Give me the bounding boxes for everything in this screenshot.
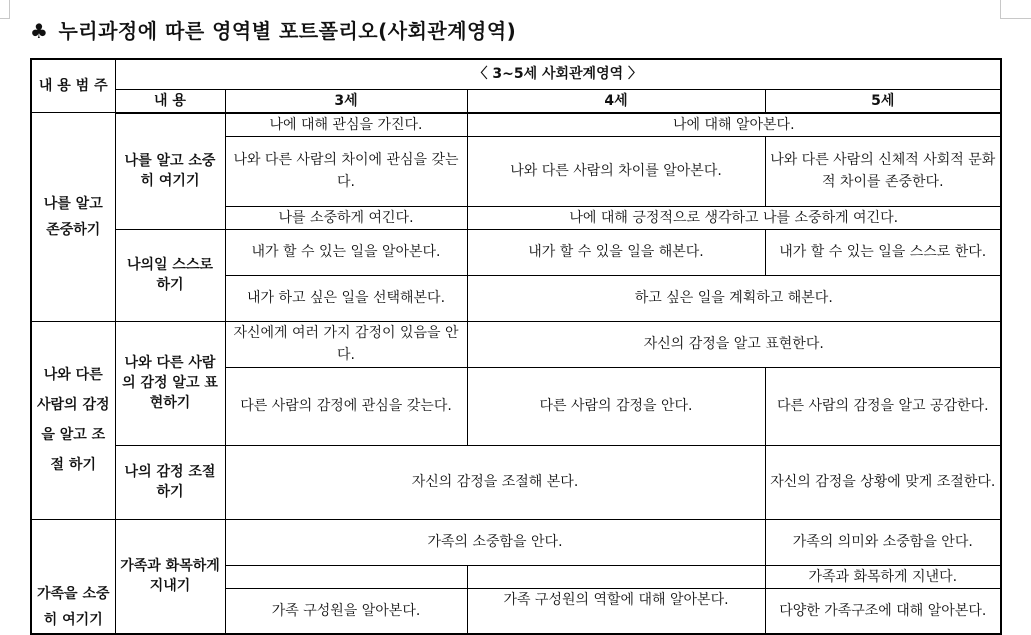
subcategory-cell: 나의 감정 조절하기	[115, 445, 225, 519]
cell-age-4	[467, 565, 765, 588]
cell-age-3: 내가 하고 싶은 일을 선택해본다.	[225, 275, 467, 321]
header-age-5: 5세	[765, 89, 1001, 113]
header-row-area	[31, 59, 1001, 89]
header-area: 〈 3~5세 사회관계영역 〉	[115, 59, 1001, 89]
cell-age-4: 다른 사람의 감정을 안다.	[467, 367, 765, 445]
page-title	[30, 15, 516, 44]
cell-age-3: 나와 다른 사람의 차이에 관심을 갖는다.	[225, 136, 467, 206]
cell-age-4-5: 하고 싶은 일을 계획하고 해본다.	[467, 275, 1001, 321]
header-row-columns	[31, 89, 1001, 113]
subcategory-cell: 나와 다른 사람의 감정 알고 표현하기	[115, 321, 225, 445]
header-age-4: 4세	[467, 89, 765, 113]
page-corner-mark-right	[1000, 0, 1031, 19]
table-row	[31, 321, 1001, 367]
subcategory-cell: 가족과 화목하게 지내기	[115, 519, 225, 634]
cell-age-4: 내가 할 수 있을 일을 해본다.	[467, 229, 765, 275]
cell-age-4-5: 나에 대해 긍정적으로 생각하고 나를 소중하게 여긴다.	[467, 206, 1001, 229]
subcategory-cell: 나의일 스스로 하기	[115, 229, 225, 321]
cell-age-3	[225, 565, 467, 588]
header-category: 내 용 범 주	[31, 59, 115, 113]
cell-age-3: 나를 소중하게 여긴다.	[225, 206, 467, 229]
cell-age-5: 다른 사람의 감정을 알고 공감한다.	[765, 367, 1001, 445]
cell-age-5: 가족과 화목하게 지낸다.	[765, 565, 1001, 588]
cell-age-3: 자신에게 여러 가지 감정이 있음을 안다.	[225, 321, 467, 367]
cell-age-3: 다른 사람의 감정에 관심을 갖는다.	[225, 367, 467, 445]
cell-age-3-4: 가족의 소중함을 안다.	[225, 519, 765, 565]
cell-age-5: 자신의 감정을 상황에 맞게 조절한다.	[765, 445, 1001, 519]
cell-age-3: 가족 구성원을 알아본다.	[225, 588, 467, 634]
cell-age-5: 가족의 의미와 소중함을 안다.	[765, 519, 1001, 565]
cell-age-4: 나와 다른 사람의 차이를 알아본다.	[467, 136, 765, 206]
cell-age-4: 가족 구성원의 역할에 대해 알아본다.	[467, 588, 765, 634]
cell-age-5: 다양한 가족구조에 대해 알아본다.	[765, 588, 1001, 634]
cell-age-5: 나와 다른 사람의 신체적 사회적 문화적 차이를 존중한다.	[765, 136, 1001, 206]
table-row	[31, 519, 1001, 565]
page-corner-mark-left	[0, 0, 10, 19]
cell-age-3: 나에 대해 관심을 가진다.	[225, 113, 467, 137]
header-age-3: 3세	[225, 89, 467, 113]
subcategory-cell: 나를 알고 소중히 여기기	[115, 113, 225, 230]
header-content: 내 용	[115, 89, 225, 113]
portfolio-table	[30, 58, 1002, 635]
club-icon: ♣	[30, 19, 49, 43]
table-row	[31, 113, 1001, 137]
cell-age-4-5: 자신의 감정을 알고 표현한다.	[467, 321, 1001, 367]
cell-age-3-4: 자신의 감정을 조절해 본다.	[225, 445, 765, 519]
cell-age-5: 내가 할 수 있는 일을 스스로 한다.	[765, 229, 1001, 275]
category-cell: 가족을 소중히 여기기	[31, 519, 115, 634]
cell-age-3: 내가 할 수 있는 일을 알아본다.	[225, 229, 467, 275]
category-cell: 나를 알고 존중하기	[31, 113, 115, 322]
table-row	[31, 229, 1001, 275]
cell-age-4-5: 나에 대해 알아본다.	[467, 113, 1001, 137]
table-row	[31, 445, 1001, 519]
category-cell: 나와 다른 사람의 감정을 알고 조절 하기	[31, 321, 115, 519]
page-title-text: 누리과정에 따른 영역별 포트폴리오(사회관계영역)	[58, 19, 517, 43]
